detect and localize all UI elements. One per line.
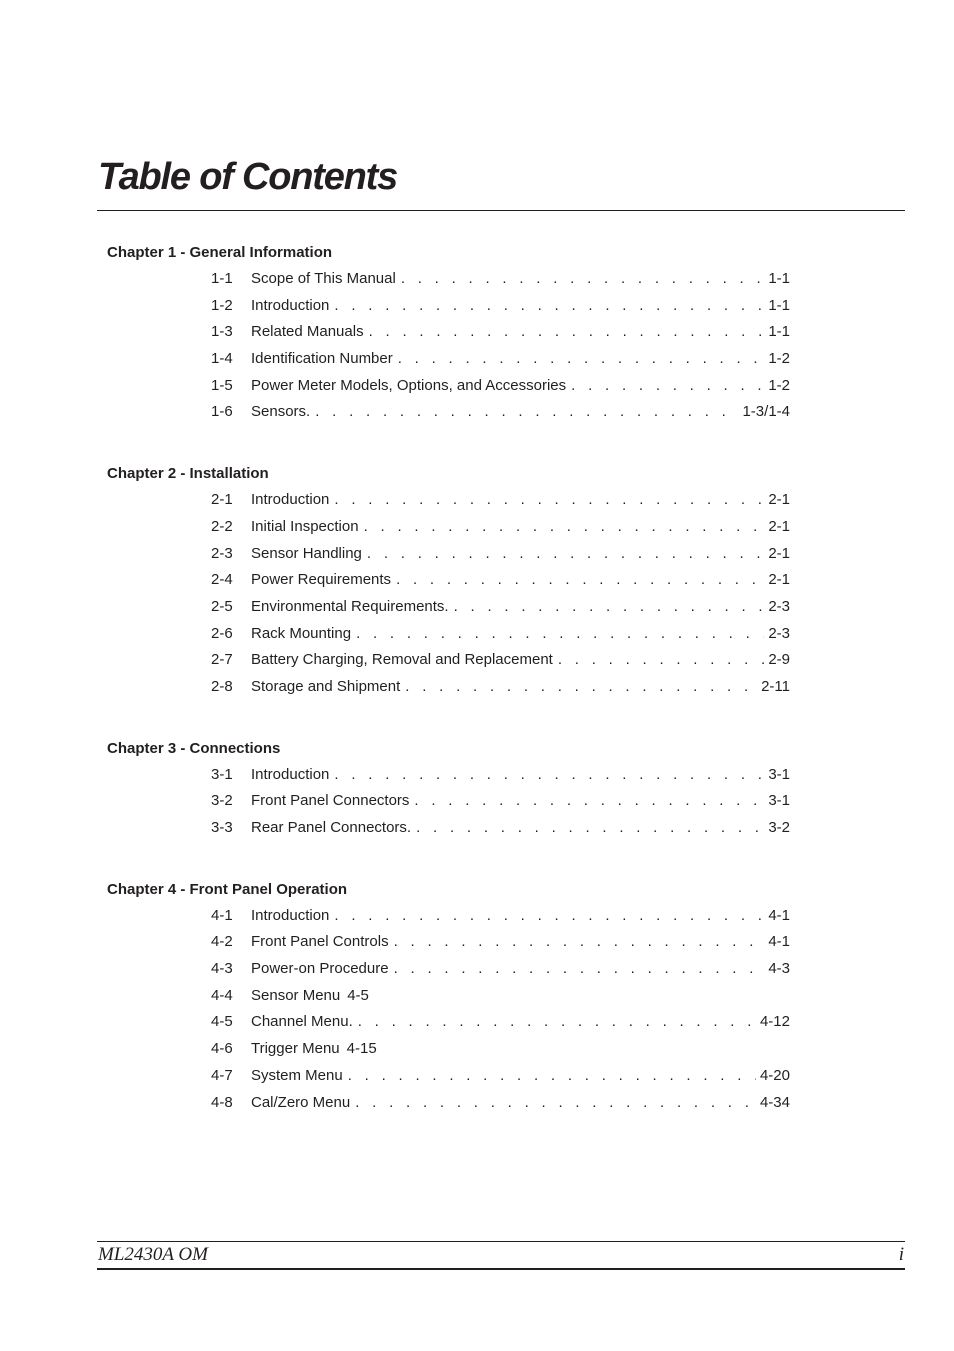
- dot-leader: [401, 266, 765, 293]
- entry-label: Channel Menu.: [251, 1013, 353, 1031]
- dot-leader: [315, 399, 738, 426]
- entry-page: 4-12: [759, 1013, 790, 1031]
- dot-leader: [416, 815, 764, 842]
- entry-label: Sensors.: [251, 403, 311, 421]
- toc-entry[interactable]: [211, 647, 790, 674]
- dot-leader: [334, 903, 764, 930]
- entry-page: 4-34: [759, 1093, 790, 1111]
- entry-number: 1-6: [211, 403, 233, 421]
- table-of-contents: [107, 240, 790, 1151]
- entry-page: 4-3: [768, 960, 790, 978]
- entry-label: Storage and Shipment: [251, 677, 401, 695]
- dot-leader: [394, 929, 765, 956]
- toc-entry[interactable]: [211, 594, 790, 621]
- toc-entry[interactable]: [211, 929, 790, 956]
- toc-entry[interactable]: [211, 399, 790, 426]
- dot-leader: [358, 1009, 756, 1036]
- entry-number: 3-3: [211, 819, 233, 836]
- footer-divider-bottom: [97, 1268, 905, 1270]
- chapter-2: [107, 461, 790, 701]
- chapter-title: Chapter 2 - Installation: [107, 465, 269, 483]
- entry-label: Front Panel Connectors: [251, 792, 410, 810]
- dot-leader: [396, 567, 764, 594]
- dot-leader: [355, 1090, 756, 1117]
- entry-page: 1-1: [768, 296, 790, 314]
- entry-label: Introduction: [251, 906, 330, 924]
- entry-label: System Menu: [251, 1066, 343, 1084]
- entry-page: 2-3: [768, 624, 790, 642]
- entry-number: 4-4: [211, 986, 233, 1004]
- title-divider: [97, 210, 905, 211]
- entry-number: 1-2: [211, 296, 233, 314]
- entry-page: 1-1: [768, 323, 790, 341]
- dot-leader: [414, 788, 764, 815]
- entry-number: 4-5: [211, 1013, 233, 1031]
- toc-entry[interactable]: [211, 1090, 790, 1117]
- entry-number: 2-4: [211, 571, 233, 589]
- entry-number: 4-7: [211, 1066, 233, 1084]
- toc-entry[interactable]: [211, 815, 790, 842]
- toc-entry[interactable]: [211, 373, 790, 400]
- toc-entry[interactable]: [211, 621, 790, 648]
- entry-label: Related Manuals: [251, 323, 364, 341]
- chapter-title: Chapter 4 - Front Panel Operation: [107, 880, 348, 898]
- entry-number: 1-5: [211, 376, 233, 394]
- footer-divider-top: [97, 1241, 905, 1242]
- footer-document-name: ML2430A OM: [98, 1244, 208, 1265]
- entry-label: Introduction: [251, 765, 330, 783]
- dot-leader: [367, 541, 764, 568]
- toc-entry[interactable]: [211, 1009, 790, 1036]
- dot-leader: [356, 621, 764, 648]
- chapter-1: [107, 240, 790, 426]
- toc-entry[interactable]: [211, 266, 790, 293]
- toc-entry[interactable]: [211, 762, 790, 789]
- entry-page: 4-15: [346, 1040, 377, 1058]
- entry-page: 2-1: [768, 571, 790, 589]
- toc-entry[interactable]: [211, 319, 790, 346]
- entry-label: Environmental Requirements.: [251, 597, 449, 615]
- toc-entry[interactable]: [211, 983, 790, 1010]
- entry-page: 1-1: [768, 270, 790, 287]
- toc-entry[interactable]: [211, 293, 790, 320]
- entry-page: 2-3: [768, 597, 790, 615]
- entry-label: Cal/Zero Menu: [251, 1093, 351, 1111]
- dot-leader: [394, 956, 765, 983]
- chapter-title: Chapter 1 - General Information: [107, 244, 333, 261]
- toc-entry[interactable]: [211, 903, 790, 930]
- footer-page-number: i: [898, 1244, 904, 1265]
- entry-label: Power-on Procedure: [251, 960, 389, 978]
- entry-number: 3-2: [211, 792, 233, 810]
- entry-number: 1-3: [211, 323, 233, 341]
- toc-entry[interactable]: [211, 1036, 790, 1063]
- toc-entry[interactable]: [211, 567, 790, 594]
- entry-label: Rear Panel Connectors.: [251, 819, 412, 836]
- entry-label: Initial Inspection: [251, 517, 359, 535]
- entry-page: 4-1: [768, 906, 790, 924]
- entry-number: 3-1: [211, 765, 233, 783]
- entry-number: 4-2: [211, 933, 233, 951]
- entry-number: 2-6: [211, 624, 233, 642]
- toc-entry[interactable]: [211, 956, 790, 983]
- entry-number: 1-4: [211, 350, 233, 368]
- entry-page: 1-3/1-4: [742, 403, 790, 421]
- entry-label: Power Requirements: [251, 571, 392, 589]
- toc-entry[interactable]: [211, 541, 790, 568]
- chapter-4: [107, 877, 790, 1117]
- entry-number: 4-8: [211, 1093, 233, 1111]
- entry-number: 2-2: [211, 517, 233, 535]
- entry-page: 2-1: [768, 517, 790, 535]
- entry-label: Scope of This Manual: [251, 270, 396, 287]
- entry-page: 3-2: [768, 819, 790, 836]
- dot-leader: [454, 594, 765, 621]
- entry-number: 1-1: [211, 270, 233, 287]
- dot-leader: [558, 647, 764, 674]
- entry-number: 2-8: [211, 677, 233, 695]
- entry-label: Front Panel Controls: [251, 933, 389, 951]
- entry-label: Introduction: [251, 296, 330, 314]
- toc-entry[interactable]: [211, 514, 790, 541]
- entry-label: Sensor Menu: [251, 986, 341, 1004]
- dot-leader: [334, 487, 764, 514]
- entry-page: 2-11: [761, 677, 790, 695]
- toc-entry[interactable]: [211, 346, 790, 373]
- toc-entry[interactable]: [211, 788, 790, 815]
- entry-number: 4-6: [211, 1040, 233, 1058]
- entry-number: 4-1: [211, 906, 233, 924]
- entry-label: Sensor Handling: [251, 544, 362, 562]
- entry-number: 2-3: [211, 544, 233, 562]
- entry-page: 2-9: [768, 651, 790, 669]
- page-title: Table of Contents: [98, 156, 398, 198]
- chapter-3: [107, 736, 790, 842]
- entry-page: 2-1: [768, 491, 790, 509]
- dot-leader: [398, 346, 765, 373]
- toc-entry[interactable]: [211, 674, 790, 701]
- entry-label: Rack Mounting: [251, 624, 352, 642]
- dot-leader: [405, 674, 757, 701]
- dot-leader: [571, 373, 764, 400]
- entry-page: 4-1: [768, 933, 790, 951]
- chapter-title: Chapter 3 - Connections: [107, 739, 281, 757]
- entry-number: 4-3: [211, 960, 233, 978]
- entry-number: 2-5: [211, 597, 233, 615]
- entry-label: Battery Charging, Removal and Replacement: [251, 651, 553, 669]
- entry-label: Trigger Menu: [251, 1040, 340, 1058]
- dot-leader: [369, 319, 765, 346]
- entry-label: Introduction: [251, 491, 330, 509]
- dot-leader: [334, 762, 764, 789]
- toc-entry[interactable]: [211, 487, 790, 514]
- dot-leader: [364, 514, 765, 541]
- entry-page: 3-1: [768, 792, 790, 810]
- dot-leader: [334, 293, 764, 320]
- toc-entry[interactable]: [211, 1063, 790, 1090]
- entry-number: 2-7: [211, 651, 233, 669]
- entry-page: 4-20: [759, 1066, 790, 1084]
- entry-label: Identification Number: [251, 350, 393, 368]
- entry-number: 2-1: [211, 491, 233, 509]
- entry-page: 3-1: [768, 765, 790, 783]
- entry-page: 1-2: [768, 376, 790, 394]
- dot-leader: [348, 1063, 756, 1090]
- entry-page: 1-2: [768, 350, 790, 368]
- entry-page: 4-5: [347, 986, 369, 1004]
- entry-page: 2-1: [768, 544, 790, 562]
- entry-label: Power Meter Models, Options, and Accessories: [251, 376, 567, 394]
